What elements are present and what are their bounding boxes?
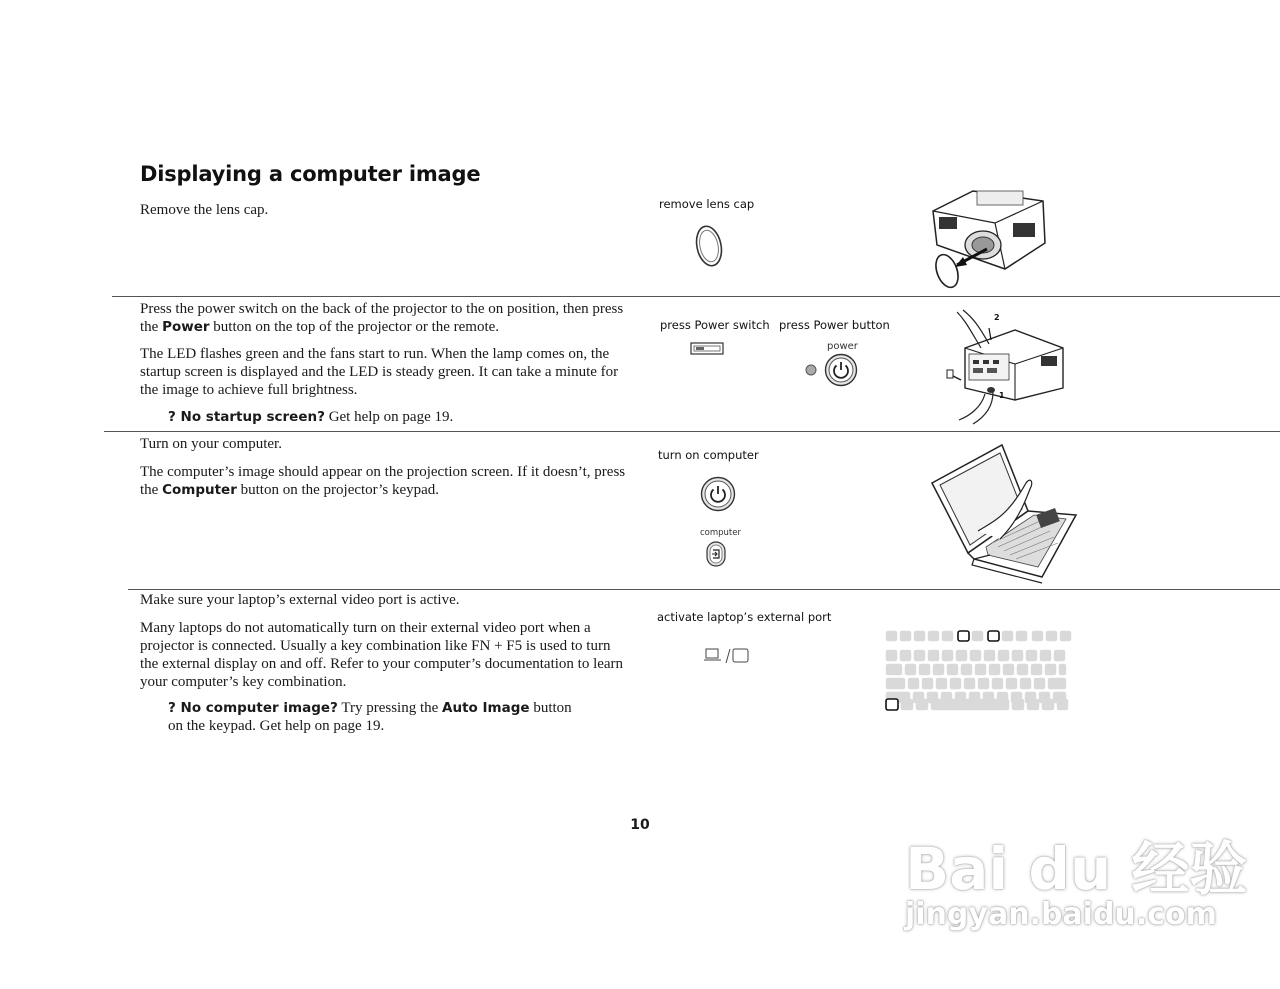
keyboard-key — [970, 650, 981, 661]
keyboard-key — [933, 664, 944, 675]
power-label: power — [827, 341, 858, 352]
computer-button-icon — [706, 541, 726, 567]
step2-p1-part-b: button on the top of the projector or the remote. — [209, 319, 500, 335]
keyboard-key — [942, 631, 953, 641]
section-divider — [104, 431, 1280, 432]
keyboard-key — [972, 631, 983, 641]
keyboard-key — [1020, 678, 1031, 689]
step2-tip — [140, 408, 453, 426]
keyboard-key — [928, 631, 939, 641]
keyboard-key — [1031, 664, 1042, 675]
callout-1: 1 — [999, 391, 1005, 400]
laptop-illustration — [930, 443, 1080, 583]
keyboard-key — [956, 650, 967, 661]
step2-paragraph-2: The LED flashes green and the fans start to run. When the lamp comes on, the startup screen is displayed and the LED is steady green. It can take a minute for the image to achieve full brightness. — [140, 346, 619, 398]
keyboard-key — [922, 678, 933, 689]
keyboard-key — [1006, 678, 1017, 689]
page-title: Displaying a computer image — [140, 162, 481, 186]
keyboard-key — [947, 664, 958, 675]
step2-paragraph-1 — [140, 300, 625, 336]
keyboard-key — [961, 664, 972, 675]
highlighted-key — [886, 699, 898, 710]
keyboard-key — [908, 678, 919, 689]
step4-paragraph-2: Many laptops do not automatically turn on their external video port when a projector is connected. Usually a key combination like FN + F5 is used to turn the external display on and off. Refer to your computer’s documentation to learn your computer’s key combination. — [140, 620, 624, 690]
keyboard-key — [1040, 650, 1051, 661]
highlighted-key — [988, 631, 999, 641]
keyboard-key — [914, 650, 925, 661]
step2-tip-label: ? No startup screen? — [168, 409, 325, 425]
keyboard-key — [1046, 631, 1057, 641]
keyboard-key — [931, 699, 1009, 710]
keyboard-key — [886, 664, 902, 675]
keyboard-key — [942, 650, 953, 661]
step4-tip — [140, 699, 588, 735]
keyboard-key — [900, 631, 911, 641]
highlighted-key — [958, 631, 969, 641]
power-button-icon — [824, 353, 858, 387]
callout-2: 2 — [994, 313, 1000, 322]
step4-paragraph-1: Make sure your laptop’s external video port is active. — [140, 592, 460, 608]
step3-caption: turn on computer — [658, 448, 759, 462]
keyboard-key — [998, 650, 1009, 661]
display-toggle-icon — [704, 647, 750, 665]
step2-p1-part-a: Press the power switch on the back of the projector to the on position, then press the — [140, 301, 624, 335]
step3-computer-term: Computer — [162, 482, 237, 498]
keyboard-key — [1060, 631, 1071, 641]
step1-caption: remove lens cap — [659, 197, 755, 211]
computer-label: computer — [700, 528, 741, 538]
keyboard-key — [1016, 631, 1027, 641]
keyboard-key — [886, 650, 897, 661]
keyboard-key — [989, 664, 1000, 675]
keyboard-illustration — [884, 628, 1070, 714]
computer-power-icon — [700, 476, 736, 512]
keyboard-key — [1012, 699, 1024, 710]
keyboard-key — [1048, 678, 1066, 689]
step3-paragraph-2 — [140, 463, 630, 499]
step4-tip-text-a: Try pressing the — [337, 700, 443, 716]
keyboard-key — [886, 678, 905, 689]
keyboard-key — [1042, 699, 1054, 710]
keyboard-key — [900, 650, 911, 661]
page-number: 10 — [630, 817, 650, 833]
keyboard-key — [1012, 650, 1023, 661]
watermark-url: jingyan.baidu.com — [905, 897, 1217, 932]
keyboard-key — [1059, 664, 1066, 675]
keyboard-key — [919, 664, 930, 675]
step4-tip-text-b: button on the keypad. Get help on page 19. — [168, 700, 572, 734]
step4-tip-label: ? No computer image? — [168, 700, 338, 716]
keyboard-key — [914, 631, 925, 641]
step4-caption: activate laptop’s external port — [657, 610, 832, 624]
keyboard-key — [1026, 650, 1037, 661]
led-indicator-icon — [805, 364, 817, 376]
section-divider — [112, 296, 1280, 297]
keyboard-key — [1032, 631, 1043, 641]
step3-paragraph-1: Turn on your computer. — [140, 436, 282, 452]
keyboard-key — [950, 678, 961, 689]
keyboard-key — [1003, 664, 1014, 675]
lens-cap-icon — [690, 222, 730, 272]
keyboard-key — [984, 650, 995, 661]
keyboard-key — [964, 678, 975, 689]
keyboard-key — [1002, 631, 1013, 641]
keyboard-key — [975, 664, 986, 675]
keyboard-key — [1017, 664, 1028, 675]
step4-auto-image-term: Auto Image — [442, 700, 530, 716]
step1-text: Remove the lens cap. — [140, 202, 269, 218]
keyboard-key — [886, 631, 897, 641]
keyboard-key — [928, 650, 939, 661]
keyboard-key — [1027, 699, 1039, 710]
watermark-logo: Bai du 经验 — [905, 835, 1248, 903]
keyboard-key — [916, 699, 928, 710]
step2-caption-button: press Power button — [779, 318, 890, 332]
keyboard-key — [1034, 678, 1045, 689]
keyboard-key — [992, 678, 1003, 689]
step2-power-term: Power — [162, 319, 210, 335]
keyboard-key — [901, 699, 913, 710]
keyboard-key — [1057, 699, 1068, 710]
power-switch-icon — [690, 342, 724, 356]
keyboard-key — [1045, 664, 1056, 675]
projector-illustration — [925, 183, 1055, 295]
projector-back-illustration — [945, 308, 1070, 426]
step2-tip-text: Get help on page 19. — [324, 409, 454, 425]
keyboard-key — [905, 664, 916, 675]
keyboard-key — [1054, 650, 1065, 661]
step3-p2-part-b: button on the projector’s keypad. — [236, 482, 440, 498]
keyboard-key — [978, 678, 989, 689]
step3-p2-part-a: The computer’s image should appear on the projection screen. If it doesn’t, press the — [140, 464, 626, 498]
keyboard-key — [936, 678, 947, 689]
section-divider — [128, 589, 1280, 590]
step2-caption-switch: press Power switch — [660, 318, 770, 332]
